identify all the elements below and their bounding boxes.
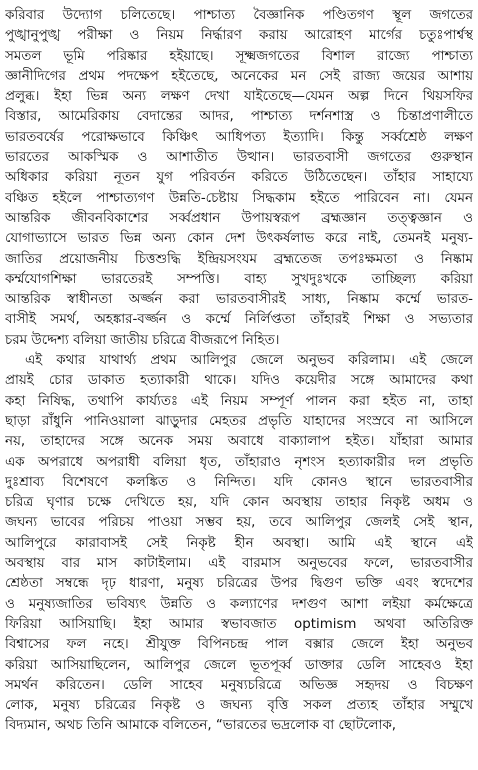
text-line: এক অপরাধে অপরাধী বলিয়া ধৃত, তাঁহারাও নৃশংস হত্যাকারীর দল প্রভৃতি (5, 454, 473, 470)
text-line: দুঃশ্রাব্য বিশেষণে কলঙ্কিত ও নিন্দিত। যদি কোনও স্থানে ভারতবাসীর (5, 474, 473, 490)
text-line: অবস্থায় বার মাস কাটাইলাম। এই বারমাস অনুভবের ফলে, ভারতবাসীর (5, 556, 473, 572)
text-line: ভারতবর্ষের পরোক্ষভাবে কিঞ্চিৎ আধিপত্য ইত্যাদি। কিন্তু সর্ব্বশ্রেষ্ঠ লক্ষণ (5, 129, 473, 145)
text-line: বঞ্চিত হইলে পাশ্চাত্যগণ উন্নতি-চেষ্টায় সিদ্ধকাম হইতে পারিবেন না। যেমন (5, 190, 473, 206)
text-line: প্রায়ই চোর ডাকাত হত্যাকারী থাকে। যদিও কয়েদীর সঙ্গে আমাদের কথা (5, 373, 473, 389)
text-line: ছাড়া রাঁধুনি পানিওয়ালা ঝাড়ুদার মেহতর প্রভৃতি যাহাদের সংস্রবে না আসিলে (5, 413, 473, 429)
text-line: পুঙ্খানুপুঙ্খ পরীক্ষা ও নিয়ম নির্দ্ধারণ করায় আরোহণ মার্গের চতুঃপার্শ্বস্থ (5, 28, 473, 44)
text-line: প্রলুব্ধ। ইহা ভিন্ন অন্য লক্ষণ দেখা যাইতেছে—যেমন অল্প দিনে থিয়সফির (5, 89, 473, 105)
text-line: সমর্থন করিতেন। ডেলি সাহেব মনুষ্যচরিত্রে অভিজ্ঞ সহৃদয় ও বিচক্ষণ (5, 677, 473, 693)
text-line: ফিরিয়া আসিয়াছি। ইহা আমার স্বভাবজাত optimism অথবা অতিরিক্ত (5, 616, 473, 632)
text-line: এই কথার যাথার্থ্য প্রথম আলিপুর জেলে অনুভব করিলাম। এই জেলে (25, 353, 473, 369)
text-line: শ্রেষ্ঠতা সম্বন্ধে দৃঢ় ধারণা, মনুষ্য চরিত্রের উপর দ্বিগুণ ভক্তি এবং স্বদেশের (5, 576, 473, 592)
text-line: বিস্তার, আমেরিকায় বেদান্তের আদর, পাশ্চাত্য দর্শনশাস্ত্র ও চিন্তাপ্রণালীতে (5, 109, 473, 125)
text-line: চরিত্র ঘৃণার চক্ষে দেখিতে হয়, যদি কোন অবস্থায় তাহার নিকৃষ্ট অধম ও (5, 495, 473, 511)
text-line: বাসীই সমর্থ, অহঙ্কার-বর্জ্জন ও কর্ম্মে নির্লিপ্ততা তাঁহারই শিক্ষা ও সভ্যতার (5, 312, 473, 328)
text-line: সমতল ভূমি পরিষ্কার হইয়াছে। সূক্ষ্মজগতের বিশাল রাজ্যে পাশ্চাত্য (5, 48, 473, 64)
text-line: বিদ্যমান, অথচ তিনি আমাকে বলিতেন, “ভারতের ভদ্রলোক বা ছোটলোক, (5, 718, 397, 734)
text-line: কহা নিষিদ্ধ, তথাপি কার্য্যতঃ এই নিয়ম সম্পূর্ণ পালন করা হইত না, তাহা (5, 393, 473, 409)
text-line: আন্তরিক স্বাধীনতা অর্জ্জন করা ভারতবাসীরই সাধ্য, নিষ্কাম কর্ম্মে ভারত- (5, 292, 473, 308)
text-line: করিবার উদ্যোগ চলিতেছে। পাশ্চাত্য বৈজ্ঞানিক পণ্ডিতগণ স্থূল জগতের (5, 8, 473, 23)
text-line: করিয়া আসিয়াছিলেন, আলিপুর জেলে ভূতপূর্ব্ব ডাক্তার ডেলি সাহেবও ইহা (5, 657, 473, 673)
text-line: যোগাভ্যাসে ভারত ভিন্ন অন্য কোন দেশ উৎকর্ষলাভ করে নাই, তেমনই মনুষ্য- (5, 231, 473, 247)
paragraph (5, 351, 473, 737)
text-line: আলিপুরে কারাবাসই সেই নিকৃষ্ট হীন অবস্থা। আমি এই স্থানে এই (5, 535, 473, 551)
text-line: বিশ্বাসের ফল নহে। শ্রীযুক্ত বিপিনচন্দ্র পাল বক্সার জেলে ইহা অনুভব (5, 637, 473, 653)
text-line: জাতির প্রয়োজনীয় চিত্তশুদ্ধি ইন্দ্রিয়সংযম ব্রহ্মতেজ তপঃক্ষমতা ও নিষ্কাম (5, 251, 473, 267)
text-line: লোক, মনুষ্য চরিত্রের নিকৃষ্ট ও জঘন্য বৃত্তি সকল প্রত্যহ তাঁহার সম্মুখে (5, 698, 473, 714)
text-line: ও মনুষ্যজাতির ভবিষ্যৎ উন্নতি ও কল্যাণের দশগুণ আশা লইয়া কর্মক্ষেত্রে (5, 596, 473, 612)
text-line: কর্ম্মযোগশিক্ষা ভারতেরই সম্পত্তি। বাহ্য সুখদুঃখকে তাচ্ছিল্য করিয়া (5, 271, 473, 287)
text-line: ভারতের আকস্মিক ও আশাতীত উত্থান। ভারতবাসী জগতের গুরুস্থান (5, 150, 473, 166)
document-page (5, 6, 473, 766)
text-line: নয়, তাহাদের সঙ্গে অনেক সময় অবাধে বাক্যালাপ হইত। যাঁহারা আমার (5, 434, 473, 450)
text-line: আন্তরিক জীবনবিকাশের সর্ব্বপ্রধান উপায়স্বরূপ ব্রহ্মজ্ঞান তত্ত্বজ্ঞান ও (5, 210, 473, 226)
text-line: জঘন্য ভাবের পরিচয় পাওয়া সম্ভব হয়, তবে আলিপুর জেলই সেই স্থান, (5, 515, 473, 531)
text-line: জ্ঞানীদিগের প্রথম পদক্ষেপ হইতেছে, অনেকের মন সেই রাজ্য জয়ের আশায় (5, 68, 473, 84)
text-line: চরম উদ্দেশ্য বলিয়া জাতীয় চরিত্রে বীজরূপে নিহিত। (5, 332, 280, 348)
paragraph (5, 6, 473, 351)
text-line: অধিকার করিয়া নূতন যুগ পরিবর্তন করিতে উঠিতেছেন। তাঁহার সাহায্যে (5, 170, 473, 186)
